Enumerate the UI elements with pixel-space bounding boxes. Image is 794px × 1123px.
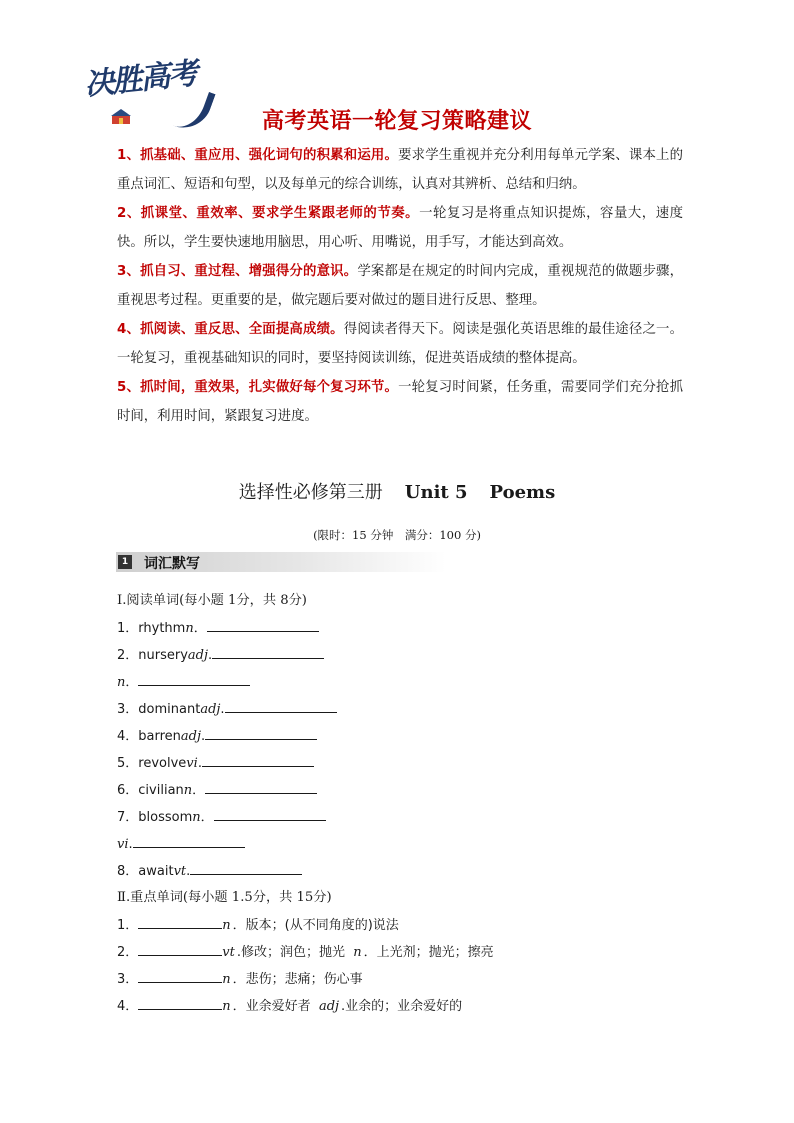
item-word: await — [138, 864, 174, 879]
part-heading: Ⅱ.重点单词(每小题 1.5分，共 15分) — [117, 890, 332, 905]
item-sep: . — [128, 837, 133, 852]
item-sep: ． — [192, 783, 206, 798]
item-pos: n — [185, 621, 194, 636]
section-number-icon: 1 — [118, 555, 132, 569]
answer-blank[interactable] — [190, 860, 302, 875]
item-pos: n — [222, 999, 231, 1014]
time-score-limits: (限时：15 分钟 满分：100 分) — [313, 528, 481, 542]
answer-blank[interactable] — [207, 617, 319, 632]
answer-blank[interactable] — [225, 698, 337, 713]
item-meaning: .修改；润色；抛光 — [236, 945, 345, 960]
item-sep: ． — [193, 621, 207, 636]
answer-blank[interactable] — [138, 671, 250, 686]
list-item — [117, 644, 717, 671]
item-pos: n — [353, 945, 362, 960]
answer-blank[interactable] — [138, 941, 222, 956]
answer-blank[interactable] — [133, 833, 245, 848]
item-sep: ． — [200, 810, 214, 825]
tip-item — [117, 373, 683, 431]
unit-number: Unit 5 — [404, 482, 468, 503]
item-number: 2． — [117, 945, 139, 960]
list-item — [117, 671, 717, 698]
item-pos: n — [222, 918, 231, 933]
item-pos: vi — [117, 837, 129, 852]
item-number: 1． — [117, 918, 139, 933]
item-meaning: ．版本；(从不同角度的)说法 — [232, 918, 399, 933]
logo-text: 决胜高考 — [82, 56, 198, 103]
item-sep: . — [208, 648, 213, 663]
list-item — [117, 995, 717, 1022]
tip-body: 一轮复习是将重点知识提炼，容量大，速度快。所以，学生要快速地用脑思，用心听、用嘴说，用手写，才能达到高效。 — [117, 206, 684, 250]
tip-heading: 3、抓自习、重过程、增强得分的意识。 — [117, 264, 358, 279]
tip-item — [117, 257, 683, 315]
item-word: barren — [138, 729, 181, 744]
list-item — [117, 725, 717, 752]
list-item — [117, 833, 717, 860]
item-sep: . — [197, 756, 202, 771]
item-number: 5． — [117, 756, 139, 771]
item-pos: adj — [200, 702, 221, 717]
item-pos: adj — [318, 999, 340, 1014]
list-item — [117, 914, 717, 941]
item-number: 6． — [117, 783, 139, 798]
item-word: revolve — [138, 756, 187, 771]
item-word: nursery — [138, 648, 188, 663]
item-sep: . — [220, 702, 225, 717]
item-pos: n — [222, 972, 231, 987]
section-label: 词汇默写 — [144, 556, 200, 572]
item-word: rhythm — [138, 621, 186, 636]
item-sep: . — [186, 864, 191, 879]
item-pos: adj — [180, 729, 202, 744]
book-name: 选择性必修第三册 — [238, 482, 383, 503]
list-item — [117, 779, 717, 806]
item-meaning: ．业余爱好者 — [232, 999, 311, 1014]
item-pos: n — [183, 783, 193, 798]
list-item — [117, 860, 717, 887]
list-item — [117, 698, 717, 725]
tip-item — [117, 141, 683, 199]
unit-name: Poems — [489, 482, 556, 503]
answer-blank[interactable] — [202, 752, 314, 767]
item-number: 1． — [117, 621, 139, 636]
item-number: 4． — [117, 999, 139, 1014]
answer-blank[interactable] — [205, 725, 317, 740]
unit-title — [0, 478, 794, 504]
tip-body: 学案都是在规定的时间内完成，重视规范的做题步骤，重视思考过程。更重要的是，做完题后要对做过的题目进行反思、整理。 — [117, 264, 683, 308]
tip-item — [117, 199, 683, 257]
answer-blank[interactable] — [138, 995, 222, 1010]
item-number: 3． — [117, 702, 139, 717]
item-meaning: .业余的；业余爱好的 — [341, 999, 463, 1014]
answer-blank[interactable] — [205, 779, 317, 794]
item-word: blossom — [138, 810, 193, 825]
item-pos: vi — [186, 756, 198, 771]
item-number: 2． — [117, 648, 139, 663]
item-pos: n — [117, 675, 126, 690]
tip-body: 一轮复习时间紧，任务重，需要同学们充分抢抓时间，利用时间，紧跟复习进度。 — [117, 380, 683, 424]
tip-body: 要求学生重视并充分利用每单元学案、课本上的重点词汇、短语和句型，以及每单元的综合训练，认真对其辨析、总结和归纳。 — [117, 148, 683, 192]
item-meaning: ．悲伤；悲痛；伤心事 — [232, 972, 363, 987]
tips-list — [117, 141, 683, 431]
part-heading: Ⅰ.阅读单词(每小题 1分，共 8分) — [117, 593, 307, 608]
item-pos: adj — [187, 648, 209, 663]
item-word: civilian — [138, 783, 184, 798]
item-number: 7． — [117, 810, 139, 825]
item-number: 4． — [117, 729, 139, 744]
list-item — [117, 617, 717, 644]
item-pos: vt — [222, 945, 235, 960]
answer-blank[interactable] — [214, 806, 326, 821]
list-item — [117, 752, 717, 779]
item-pos: vt — [173, 864, 187, 879]
answer-blank[interactable] — [212, 644, 324, 659]
tip-item — [117, 315, 683, 373]
item-sep: . — [201, 729, 206, 744]
answer-blank[interactable] — [138, 968, 222, 983]
list-item — [117, 806, 717, 833]
exercise-list — [117, 590, 717, 1022]
answer-blank[interactable] — [138, 914, 222, 929]
page-title: 高考英语一轮复习策略建议 — [261, 109, 532, 134]
item-number: 3． — [117, 972, 139, 987]
item-word: dominant — [138, 702, 201, 717]
item-sep: ． — [125, 675, 139, 690]
list-item — [117, 941, 717, 968]
tip-heading: 5、抓时间，重效果，扎实做好每个复习环节。 — [117, 380, 399, 395]
item-meaning: ．上光剂；抛光；擦亮 — [363, 945, 494, 960]
tip-heading: 1、抓基础、重应用、强化词句的积累和运用。 — [117, 148, 399, 163]
tip-heading: 4、抓阅读、重反思、全面提高成绩。 — [117, 322, 344, 337]
section-header — [116, 552, 446, 572]
item-pos: n — [192, 810, 201, 825]
tip-body: 得阅读者得天下。阅读是强化英语思维的最佳途径之一。一轮复习，重视基础知识的同时，要坚持阅读训练，促进英语成绩的整体提高。 — [117, 322, 683, 366]
list-item — [117, 968, 717, 995]
item-number: 8． — [117, 864, 139, 879]
tip-heading: 2、抓课堂、重效率、要求学生紧跟老师的节奏。 — [117, 206, 420, 221]
